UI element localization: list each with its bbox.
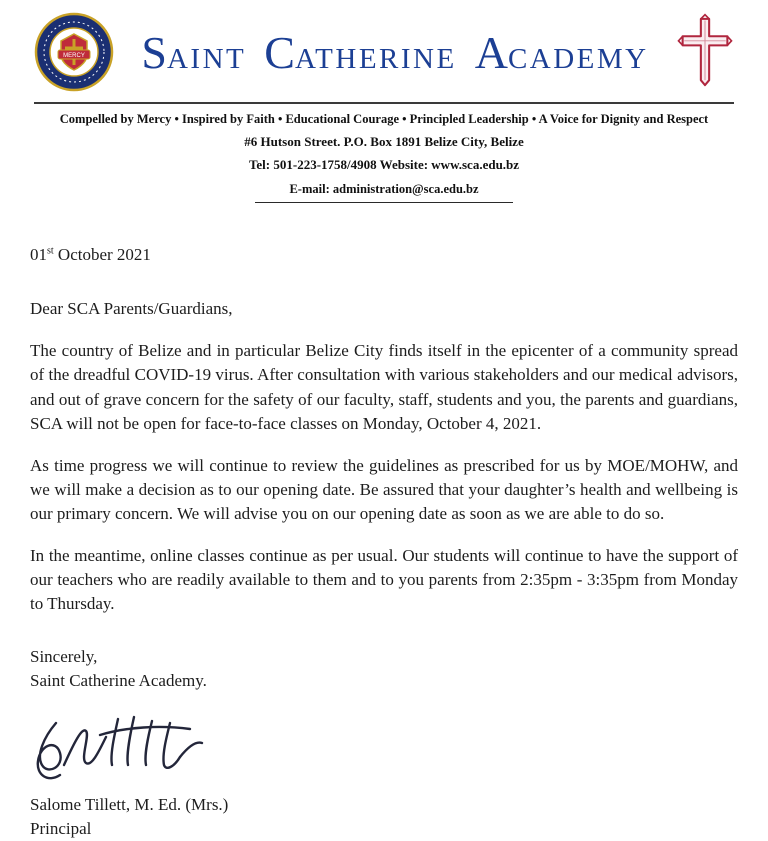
closing-block [30,645,738,693]
page-title [120,26,670,79]
letter-body [30,243,738,841]
cross-emblem [670,12,734,92]
title-rest: CADEMY [507,42,649,75]
school-seal-logo [34,12,120,92]
letterhead [34,0,734,104]
closing-school-name: Saint Catherine Academy. [30,670,207,690]
title-word-catherine [264,26,456,79]
title-word-academy [475,26,649,79]
title-word-saint [141,26,246,79]
title-initial: A [474,26,508,78]
email-row [0,180,768,203]
seal-banner-text: MERCY [63,53,85,59]
address-line: #6 Hutson Street. P.O. Box 1891 Belize City, Belize [244,134,524,149]
phone-website-line: Tel: 501-223-1758/4908 Website: www.sca.edu.bz [248,157,520,172]
seal-icon [34,12,114,92]
school-tagline: Compelled by Mercy • Inspired by Faith • Educational Courage • Principled Leadership • A Voice for Dignity and Respect [59,112,709,126]
signer-title: Principal [30,818,92,838]
title-initial: S [141,26,167,78]
signature [30,703,738,789]
date-line [30,243,738,267]
body-paragraph-2: As time progress we will continue to review the guidelines as prescribed for us by MOE/MOHW, and we will make a decision as to our opening date. Be assured that your daughter’s health and wellbeing is our primary concern. We will advise you on our opening date as soon as we are able to do so. [30,455,738,523]
title-rest: AINT [166,42,247,75]
body-paragraph-1: The country of Belize and in particular Belize City finds itself in the epicenter of a community spread of the dreadful COVID-19 virus. After consultation with various stakeholders and our medical advisors, and out of grave concern for the safety of our faculty, staff, students and you, the parents and guardians, SCA will not be open for face-to-face classes on Monday, October 4, 2021. [30,341,738,433]
salutation: Dear SCA Parents/Guardians, [30,299,233,319]
date-ordinal: st [47,245,54,257]
cross-icon [676,12,734,92]
closing-sincerely: Sincerely, [30,646,98,666]
date-day: 01 [30,245,47,264]
body-paragraph-3: In the meantime, online classes continue as per usual. Our students will continue to have the support of our teachers who are readily available to them and to you parents from 2:35pm - 3:35pm from Monday to Thursday. [30,546,738,614]
date-rest: October 2021 [53,245,151,264]
signature-icon [30,703,260,789]
signer-name: Salome Tillett, M. Ed. (Mrs.) [30,794,229,814]
email-line: E-mail: administration@sca.edu.bz [255,182,512,203]
title-initial: C [264,26,295,78]
title-rest: ATHERINE [294,42,457,75]
